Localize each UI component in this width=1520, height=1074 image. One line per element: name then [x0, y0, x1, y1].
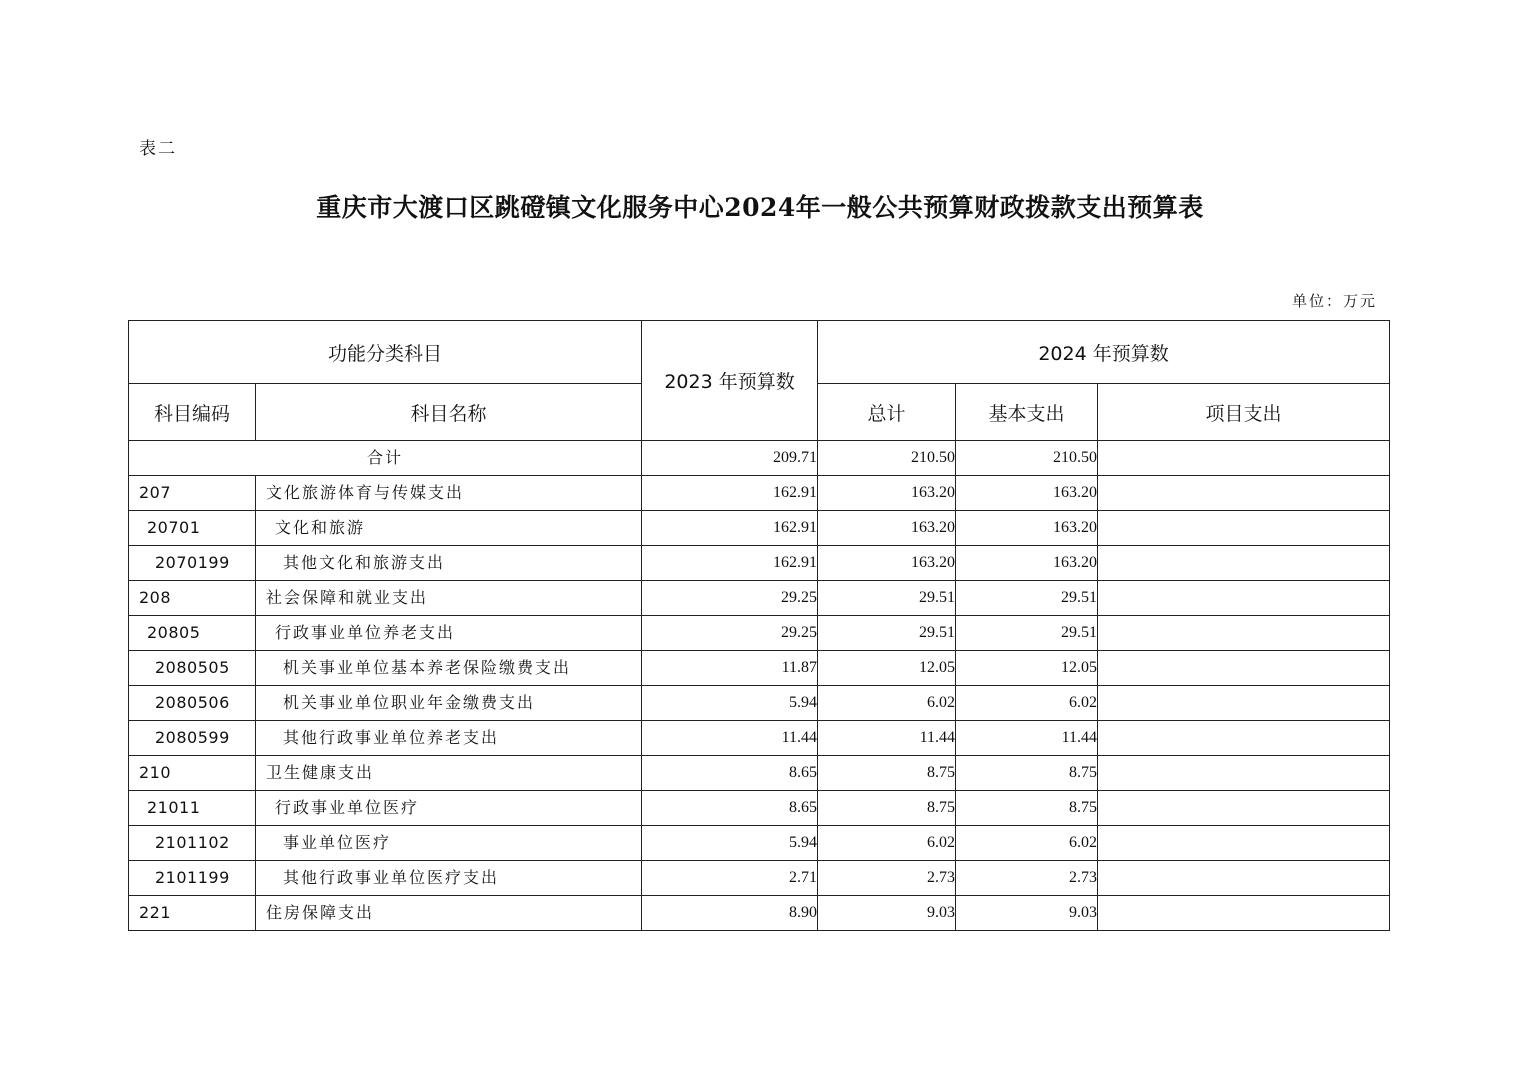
project-expense-header: 项目支出 — [1098, 384, 1390, 441]
project-expense-cell — [1098, 616, 1390, 651]
basic-expense-cell: 8.75 — [956, 756, 1098, 791]
subject-code-cell: 221 — [129, 896, 256, 931]
table-row — [129, 721, 1390, 756]
subject-name-cell: 卫生健康支出 — [256, 756, 642, 791]
unit-note: 单位：万元 — [1291, 292, 1377, 310]
table-row — [129, 756, 1390, 791]
budget-2023-cell: 8.65 — [642, 756, 818, 791]
subject-name-cell: 机关事业单位基本养老保险缴费支出 — [256, 651, 642, 686]
subject-code-cell: 2080506 — [129, 686, 256, 721]
subject-name-cell: 行政事业单位医疗 — [256, 791, 642, 826]
subject-code-header: 科目编码 — [129, 384, 256, 441]
budget-2023-cell: 5.94 — [642, 686, 818, 721]
basic-expense-cell: 163.20 — [956, 546, 1098, 581]
total-cell: 163.20 — [818, 511, 956, 546]
subject-code-cell: 2070199 — [129, 546, 256, 581]
project-expense-cell — [1098, 511, 1390, 546]
subject-name-cell: 文化旅游体育与传媒支出 — [256, 476, 642, 511]
subject-name-cell: 住房保障支出 — [256, 896, 642, 931]
budget-2023-cell: 8.65 — [642, 791, 818, 826]
subject-name-cell: 其他行政事业单位养老支出 — [256, 721, 642, 756]
basic-expense-cell: 11.44 — [956, 721, 1098, 756]
total-cell: 6.02 — [818, 826, 956, 861]
basic-expense-cell: 6.02 — [956, 686, 1098, 721]
subject-code-cell: 2101199 — [129, 861, 256, 896]
total-row-total: 210.50 — [818, 441, 956, 476]
budget-2023-cell: 2.71 — [642, 861, 818, 896]
table-row — [129, 511, 1390, 546]
budget-2023-cell: 8.90 — [642, 896, 818, 931]
project-expense-cell — [1098, 721, 1390, 756]
subject-code-cell: 208 — [129, 581, 256, 616]
subject-name-cell: 事业单位医疗 — [256, 826, 642, 861]
total-cell: 9.03 — [818, 896, 956, 931]
total-header: 总计 — [818, 384, 956, 441]
total-row-project — [1098, 441, 1390, 476]
subject-name-cell: 其他文化和旅游支出 — [256, 546, 642, 581]
budget-2023-cell: 29.25 — [642, 581, 818, 616]
total-row — [129, 441, 1390, 476]
total-cell: 29.51 — [818, 616, 956, 651]
project-expense-cell — [1098, 861, 1390, 896]
subject-code-cell: 20805 — [129, 616, 256, 651]
subject-code-cell: 2080599 — [129, 721, 256, 756]
basic-expense-cell: 12.05 — [956, 651, 1098, 686]
basic-expense-cell: 2.73 — [956, 861, 1098, 896]
table-row — [129, 861, 1390, 896]
subject-code-cell: 20701 — [129, 511, 256, 546]
total-cell: 8.75 — [818, 791, 956, 826]
total-cell: 11.44 — [818, 721, 956, 756]
budget-table — [128, 320, 1390, 931]
budget-2023-cell: 11.44 — [642, 721, 818, 756]
total-row-basic: 210.50 — [956, 441, 1098, 476]
total-cell: 163.20 — [818, 476, 956, 511]
basic-expense-cell: 29.51 — [956, 616, 1098, 651]
basic-expense-cell: 29.51 — [956, 581, 1098, 616]
budget-2024-header: 2024 年预算数 — [818, 321, 1390, 384]
total-cell: 29.51 — [818, 581, 956, 616]
subject-code-cell: 2101102 — [129, 826, 256, 861]
document-title: 重庆市大渡口区跳磴镇文化服务中心2024年一般公共预算财政拨款支出预算表 — [316, 193, 1204, 222]
project-expense-cell — [1098, 651, 1390, 686]
basic-expense-cell: 6.02 — [956, 826, 1098, 861]
subject-code-cell: 210 — [129, 756, 256, 791]
subject-code-cell: 207 — [129, 476, 256, 511]
budget-2023-cell: 162.91 — [642, 546, 818, 581]
subject-name-cell: 社会保障和就业支出 — [256, 581, 642, 616]
project-expense-cell — [1098, 826, 1390, 861]
project-expense-cell — [1098, 476, 1390, 511]
budget-2023-cell: 162.91 — [642, 476, 818, 511]
total-row-label: 合计 — [129, 441, 642, 476]
table-row — [129, 826, 1390, 861]
budget-2023-cell: 11.87 — [642, 651, 818, 686]
basic-expense-header: 基本支出 — [956, 384, 1098, 441]
project-expense-cell — [1098, 756, 1390, 791]
table-row — [129, 616, 1390, 651]
total-cell: 6.02 — [818, 686, 956, 721]
subject-name-cell: 其他行政事业单位医疗支出 — [256, 861, 642, 896]
total-cell: 12.05 — [818, 651, 956, 686]
table-row — [129, 791, 1390, 826]
project-expense-cell — [1098, 546, 1390, 581]
functional-category-header: 功能分类科目 — [129, 321, 642, 384]
table-row — [129, 581, 1390, 616]
basic-expense-cell: 163.20 — [956, 511, 1098, 546]
project-expense-cell — [1098, 581, 1390, 616]
project-expense-cell — [1098, 686, 1390, 721]
budget-2023-cell: 29.25 — [642, 616, 818, 651]
budget-2023-cell: 5.94 — [642, 826, 818, 861]
table-row — [129, 686, 1390, 721]
subject-name-cell: 机关事业单位职业年金缴费支出 — [256, 686, 642, 721]
project-expense-cell — [1098, 896, 1390, 931]
basic-expense-cell: 163.20 — [956, 476, 1098, 511]
total-cell: 163.20 — [818, 546, 956, 581]
project-expense-cell — [1098, 791, 1390, 826]
table-header — [129, 321, 1390, 441]
basic-expense-cell: 9.03 — [956, 896, 1098, 931]
table-row — [129, 476, 1390, 511]
subject-code-cell: 21011 — [129, 791, 256, 826]
basic-expense-cell: 8.75 — [956, 791, 1098, 826]
table-row — [129, 896, 1390, 931]
total-cell: 2.73 — [818, 861, 956, 896]
subject-name-header: 科目名称 — [256, 384, 642, 441]
total-row-budget-2023: 209.71 — [642, 441, 818, 476]
table-body — [129, 441, 1390, 931]
table-row — [129, 651, 1390, 686]
subject-name-cell: 行政事业单位养老支出 — [256, 616, 642, 651]
budget-2023-header: 2023 年预算数 — [642, 321, 818, 441]
subject-name-cell: 文化和旅游 — [256, 511, 642, 546]
total-cell: 8.75 — [818, 756, 956, 791]
table-row — [129, 546, 1390, 581]
table-label: 表二 — [139, 139, 177, 159]
subject-code-cell: 2080505 — [129, 651, 256, 686]
budget-2023-cell: 162.91 — [642, 511, 818, 546]
